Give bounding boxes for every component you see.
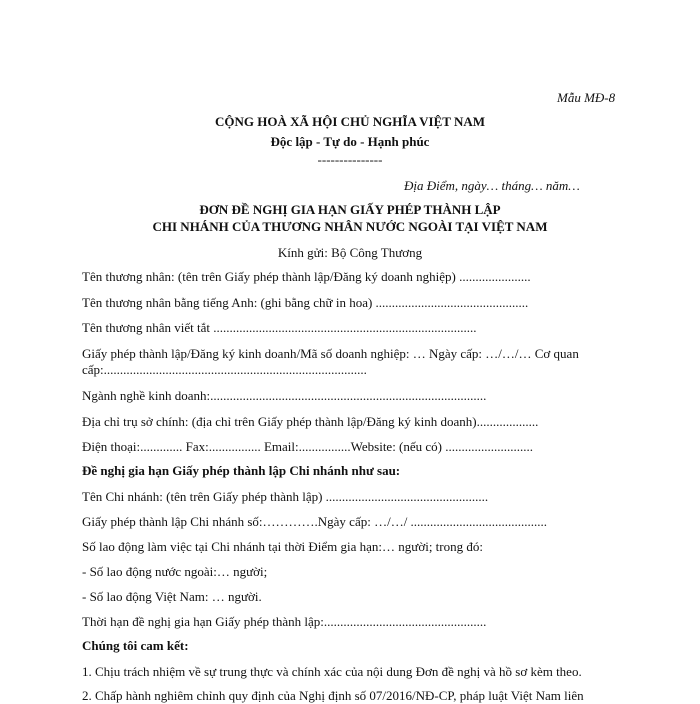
header-divider: --------------- (317, 152, 383, 167)
vn-workers-field: - Số lao động Việt Nam: … người. (82, 589, 262, 604)
recipient: Kính gửi: Bộ Công Thương (277, 245, 423, 260)
branch-workers-field: Số lao động làm việc tại Chi nhánh tại thời Điểm gia hạn:… người; trong đó: (82, 539, 483, 554)
duration-field: Thời hạn đề nghị gia hạn Giấy phép thành lập:.................................................. (82, 614, 487, 629)
branch-license-field: Giấy phép thành lập Chi nhánh số:………….Ngày cấp: …/…/ .......................................... (82, 514, 548, 529)
head-office-field: Địa chỉ trụ sở chính: (địa chỉ trên Giấy phép thành lập/Đăng ký kinh doanh)................... (82, 414, 539, 429)
merchant-name-en-field: Tên thương nhân bằng tiếng Anh: (ghi bằng chữ in hoa) ............................................... (82, 295, 529, 310)
contact-field: Điện thoại:............. Fax:................ Email:................Website: (nếu có) ........................... (82, 439, 534, 454)
commitment-item-1: 1. Chịu trách nhiệm về sự trung thực và chính xác của nội dung Đơn đề nghị và hồ sơ kèm theo. (82, 664, 582, 679)
title-line-2: CHI NHÁNH CỦA THƯƠNG NHÂN NƯỚC NGOÀI TẠI VIỆT NAM (152, 219, 548, 234)
merchant-abbr-field: Tên thương nhân viết tắt ................................................................................. (82, 320, 477, 335)
motto: Độc lập - Tự do - Hạnh phúc (270, 134, 430, 149)
merchant-name-field: Tên thương nhân: (tên trên Giấy phép thành lập/Đăng ký doanh nghiệp) ...................... (82, 269, 531, 284)
place-date: Địa Điểm, ngày… tháng… năm… (404, 178, 580, 193)
form-code: Mẫu MĐ-8 (557, 90, 616, 105)
business-line-field: Ngành nghề kinh doanh:..................................................................................... (82, 388, 487, 403)
branch-name-field: Tên Chi nhánh: (tên trên Giấy phép thành lập) .................................................. (82, 489, 489, 504)
section-commit-heading: Chúng tôi cam kết: (82, 638, 189, 653)
license-field-line-2: cấp:................................................................................. (82, 362, 367, 377)
section-request-heading: Đề nghị gia hạn Giấy phép thành lập Chi nhánh như sau: (82, 463, 401, 478)
commitment-item-2: 2. Chấp hành nghiêm chỉnh quy định của Nghị định số 07/2016/NĐ-CP, pháp luật Việt Nam liên (82, 688, 584, 703)
foreign-workers-field: - Số lao động nước ngoài:… người; (82, 564, 268, 579)
license-field-line-1: Giấy phép thành lập/Đăng ký kinh doanh/Mã số doanh nghiệp: … Ngày cấp: …/…/… Cơ quan (82, 346, 579, 361)
title-line-1: ĐƠN ĐỀ NGHỊ GIA HẠN GIẤY PHÉP THÀNH LẬP (199, 202, 501, 217)
nation-heading: CỘNG HOÀ XÃ HỘI CHỦ NGHĨA VIỆT NAM (214, 114, 486, 129)
